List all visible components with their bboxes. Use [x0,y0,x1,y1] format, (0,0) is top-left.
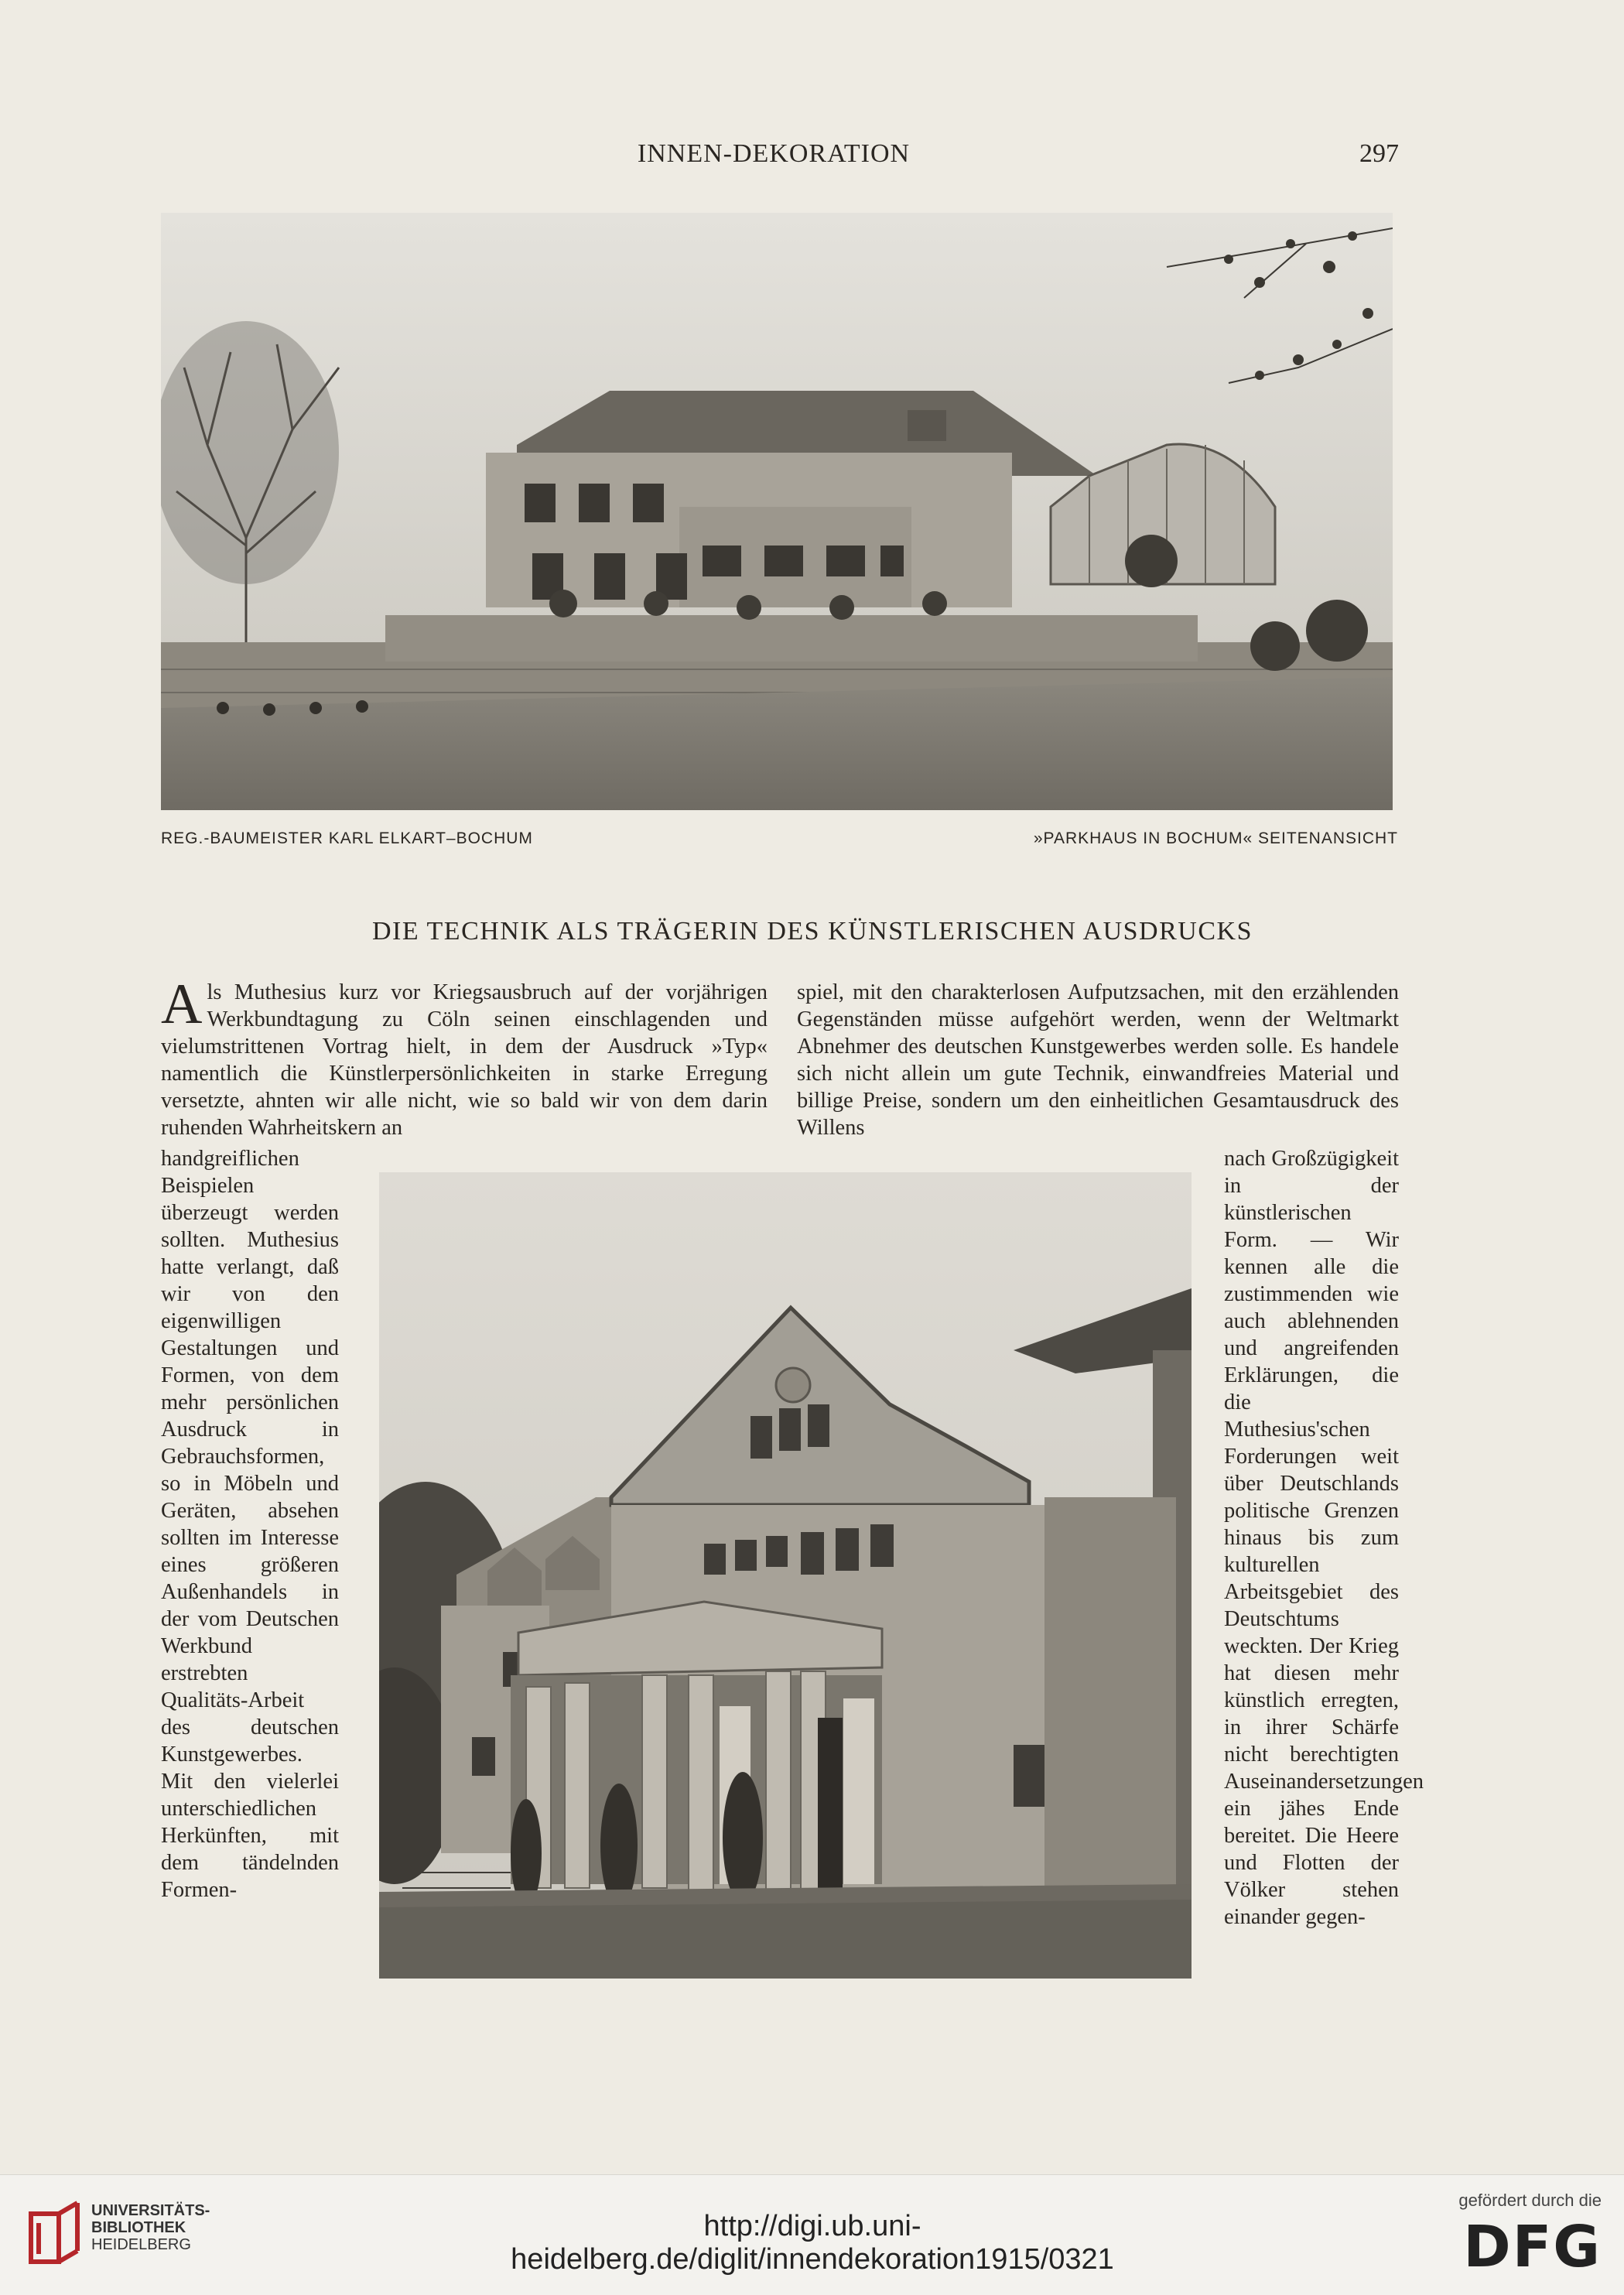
article-heading: DIE TECHNIK ALS TRÄGERIN DES KÜNSTLERISCHEN AUSDRUCKS [372,917,1253,946]
drop-cap: A [161,973,203,1036]
photo-caption-architect: REG.-BAUMEISTER KARL ELKART–BOCHUM [161,829,533,847]
article-column-left-narrow [161,1145,339,1977]
running-header: INNEN-DEKORATION [637,139,911,168]
parkhaus-side-view-photo [161,213,1393,810]
permalink-url[interactable]: http://digi.ub.uni-heidelberg.de/diglit/innendekoration1915/0321 [511,2210,1114,2276]
article-column-right-top [797,979,1399,1145]
dfg-logo: DFG [1463,2214,1602,2280]
photo-caption-title: »PARKHAUS IN BOCHUM« SEITENANSICHT [1033,829,1398,847]
university-library-logo-icon [23,2198,85,2273]
library-line-2: BIBLIOTHEK [91,2219,186,2236]
funding-label: gefördert durch die [1458,2191,1602,2210]
article-text-left-top: ls Muthesius kurz vor Kriegsausbruch auf der vorjährigen Werkbundtagung zu Cöln seinen einschlagenden und vielumstrittenen Vortrag hielt, in dem der Ausdruck »Typ« namentlich die Künstlerpersönlichkeiten in starke Erregung versetzte, ahnten wir alle nicht, wie so bald wir von dem darin ruhenden Wahrheitskern an [161,980,768,1140]
article-text-right-narrow: nach Großzügigkeit in der künstlerischen Form. — Wir kennen alle die zustimmenden wie auch ablehnenden und angreifenden Erklärungen, die die Muthesius'schen Forderungen weit über Deutschlands politische Grenzen hinaus bis zum kulturellen Arbeitsgebiet des Deutschtums weckten. Der Krieg hat diesen mehr künstlich erregten, in ihrer Schärfe nicht berechtigten Auseinandersetzungen ein jähes Ende bereitet. Die Heere und Flotten der Völker stehen einander gegen- [1224,1147,1424,1929]
library-line-1: UNIVERSITÄTS- [91,2202,210,2219]
digitization-footer [0,2174,1624,2295]
article-column-left-top [161,973,768,1145]
library-line-3: HEIDELBERG [91,2236,191,2253]
article-text-left-narrow: handgreiflichen Beispielen überzeugt werden sollten. Muthesius hatte verlangt, daß wir von den eigenwilligen Gestaltungen und Formen, von dem mehr persönlichen Ausdruck in Gebrauchsformen, so in Möbeln und Geräten, absehen sollten im Interesse eines größeren Außenhandels in der vom Deutschen Werkbund erstrebten Qualitäts-Arbeit des deutschen Kunstgewerbes. Mit den vielerlei unterschiedlichen Herkünften, mit dem tändelnden Formen- [161,1147,339,1902]
article-column-right-narrow [1224,1145,1424,1977]
university-library-name [91,2202,210,2253]
page-number: 297 [1359,139,1399,168]
parkhaus-entrance-photo [379,1172,1192,1979]
article-text-right-top: spiel, mit den charakterlosen Aufputzsachen, mit den erzählenden Gegenständen müsse aufgehört werden, wenn der Weltmarkt Abnehmer des deutschen Kunstgewerbes werden solle. Es handele sich nicht allein um gute Technik, einwandfreies Material und billige Preise, sondern um den einheitlichen Gesamtausdruck des Willens [797,980,1399,1140]
